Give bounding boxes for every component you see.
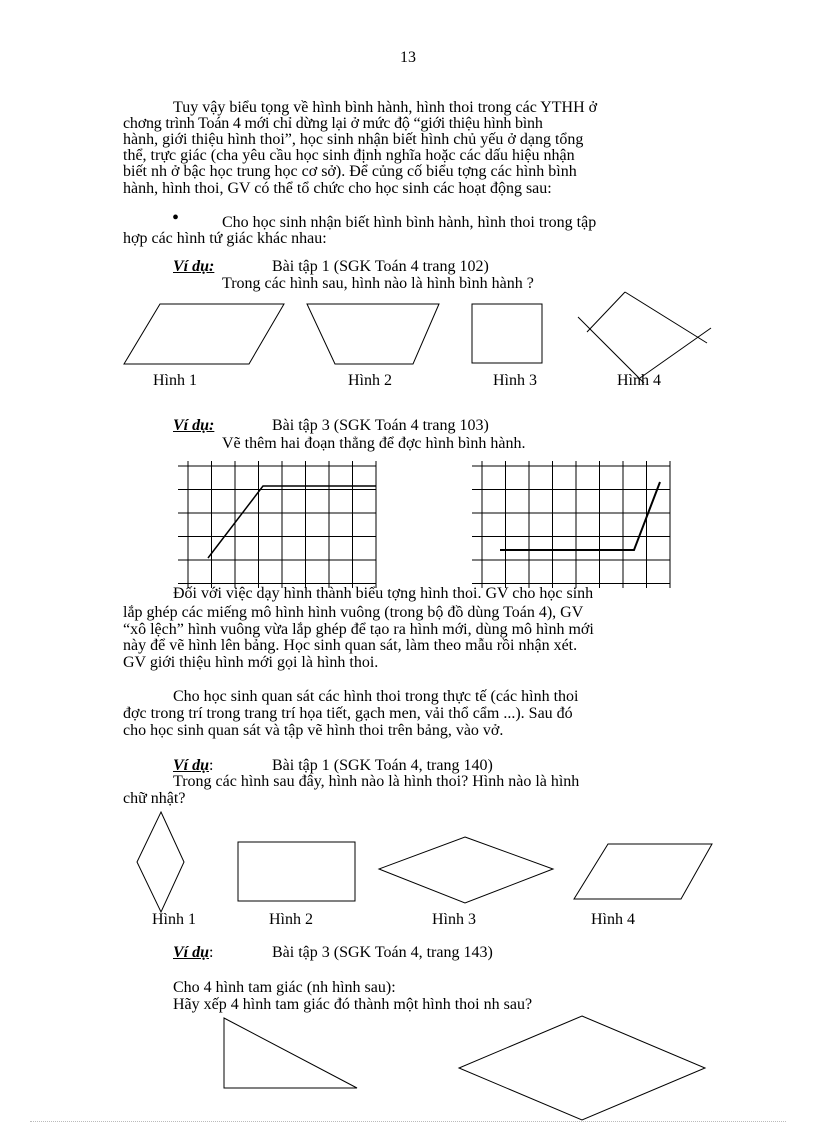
example2-instruction: Vẽ thêm hai đoạn thẳng để đợc hình bình hành. <box>222 435 526 452</box>
example3-title: Bài tập 1 (SGK Toán 4, trang 140) <box>272 757 493 774</box>
ex1-fig1-label: Hình 1 <box>153 372 197 389</box>
example3-label: Ví dụ <box>173 757 210 774</box>
example1-title: Bài tập 1 (SGK Toán 4 trang 102) <box>272 258 489 275</box>
page-number: 13 <box>400 49 416 66</box>
example3-colon: : <box>209 757 214 774</box>
example1-label: Ví dụ: <box>173 258 215 275</box>
ex3-fig1-label: Hình 1 <box>152 911 196 928</box>
example4-line-2: Hãy xếp 4 hình tam giác đó thành một hình thoi nh sau? <box>173 996 533 1013</box>
para2-line-2: lắp ghép các miếng mô hình hình vuông (trong bộ đồ dùng Toán 4), GV <box>123 604 584 621</box>
para2-line-1: Đối với việc dạy hình thành biểu tợng hình thoi. GV cho học sinh <box>173 585 594 602</box>
ex3-fig4-label: Hình 4 <box>591 911 635 928</box>
intro-line-2: chơng trình Toán 4 mới chỉ dừng lại ở mức độ “giới thiệu hình bình <box>123 115 543 132</box>
intro-line-3: hành, giới thiệu hình thoi”, học sinh nhận biết hình chủ yếu ở dạng tổng <box>123 131 584 148</box>
ex3-fig2-label: Hình 2 <box>269 911 313 928</box>
example4-line-1: Cho 4 hình tam giác (nh hình sau): <box>173 979 396 996</box>
bullet-line-1: Cho học sinh nhận biết hình bình hành, hình thoi trong tập <box>222 214 597 231</box>
para3-line-2: đợc trong trí trong trang trí họa tiết, gạch men, vải thổ cẩm ...). Sau đó <box>123 705 573 722</box>
example4-colon: : <box>209 944 214 961</box>
example4-label: Ví dụ <box>173 944 210 961</box>
bottom-rule <box>30 1121 786 1122</box>
para2-line-4: này để vẽ hình lên bảng. Học sinh quan sát, làm theo mẫu rồi nhận xét. <box>123 637 578 654</box>
ex4-target-rhombus <box>459 1016 705 1120</box>
ex1-fig3-label: Hình 3 <box>493 372 537 389</box>
intro-line-6: hành, hình thoi, GV có thể tổ chức cho học sinh các hoạt động sau: <box>123 180 552 197</box>
ex3-fig3-label: Hình 3 <box>432 911 476 928</box>
example1-question: Trong các hình sau, hình nào là hình bình hành ? <box>222 275 534 292</box>
para2-line-3: “xô lệch” hình vuông vừa lắp ghép để tạo ra hình mới, dùng mô hình mới <box>123 621 594 638</box>
example3-question-1: Trong các hình sau đây, hình nào là hình thoi? Hình nào là hình <box>173 773 580 790</box>
example2-label: Ví dụ: <box>173 417 215 434</box>
para3-line-1: Cho học sinh quan sát các hình thoi trong thực tế (các hình thoi <box>173 688 579 705</box>
example3-question-2: chữ nhật? <box>123 790 186 807</box>
bullet-line-2: hợp các hình tứ giác khác nhau: <box>123 230 327 247</box>
ex1-fig2-label: Hình 2 <box>348 372 392 389</box>
ex1-fig4-label: Hình 4 <box>617 372 661 389</box>
bullet-symbol: • <box>172 207 180 229</box>
example2-title: Bài tập 3 (SGK Toán 4 trang 103) <box>272 417 489 434</box>
intro-line-1: Tuy vậy biểu tọng về hình bình hành, hình thoi trong các YTHH ở <box>173 99 598 116</box>
para2-line-5: GV giới thiệu hình mới gọi là hình thoi. <box>123 654 379 671</box>
para3-line-3: cho học sinh quan sát và tập vẽ hình thoi trên bảng, vào vở. <box>123 722 504 739</box>
ex4-right-triangle <box>224 1018 357 1088</box>
intro-line-4: thể, trực giác (cha yêu cầu học sinh định nghĩa hoặc các dấu hiệu nhận <box>123 147 575 164</box>
example4-title: Bài tập 3 (SGK Toán 4, trang 143) <box>272 944 493 961</box>
intro-line-5: biết nh ở bậc học trung học cơ sở). Để củng cố biểu tợng các hình bình <box>123 163 577 180</box>
